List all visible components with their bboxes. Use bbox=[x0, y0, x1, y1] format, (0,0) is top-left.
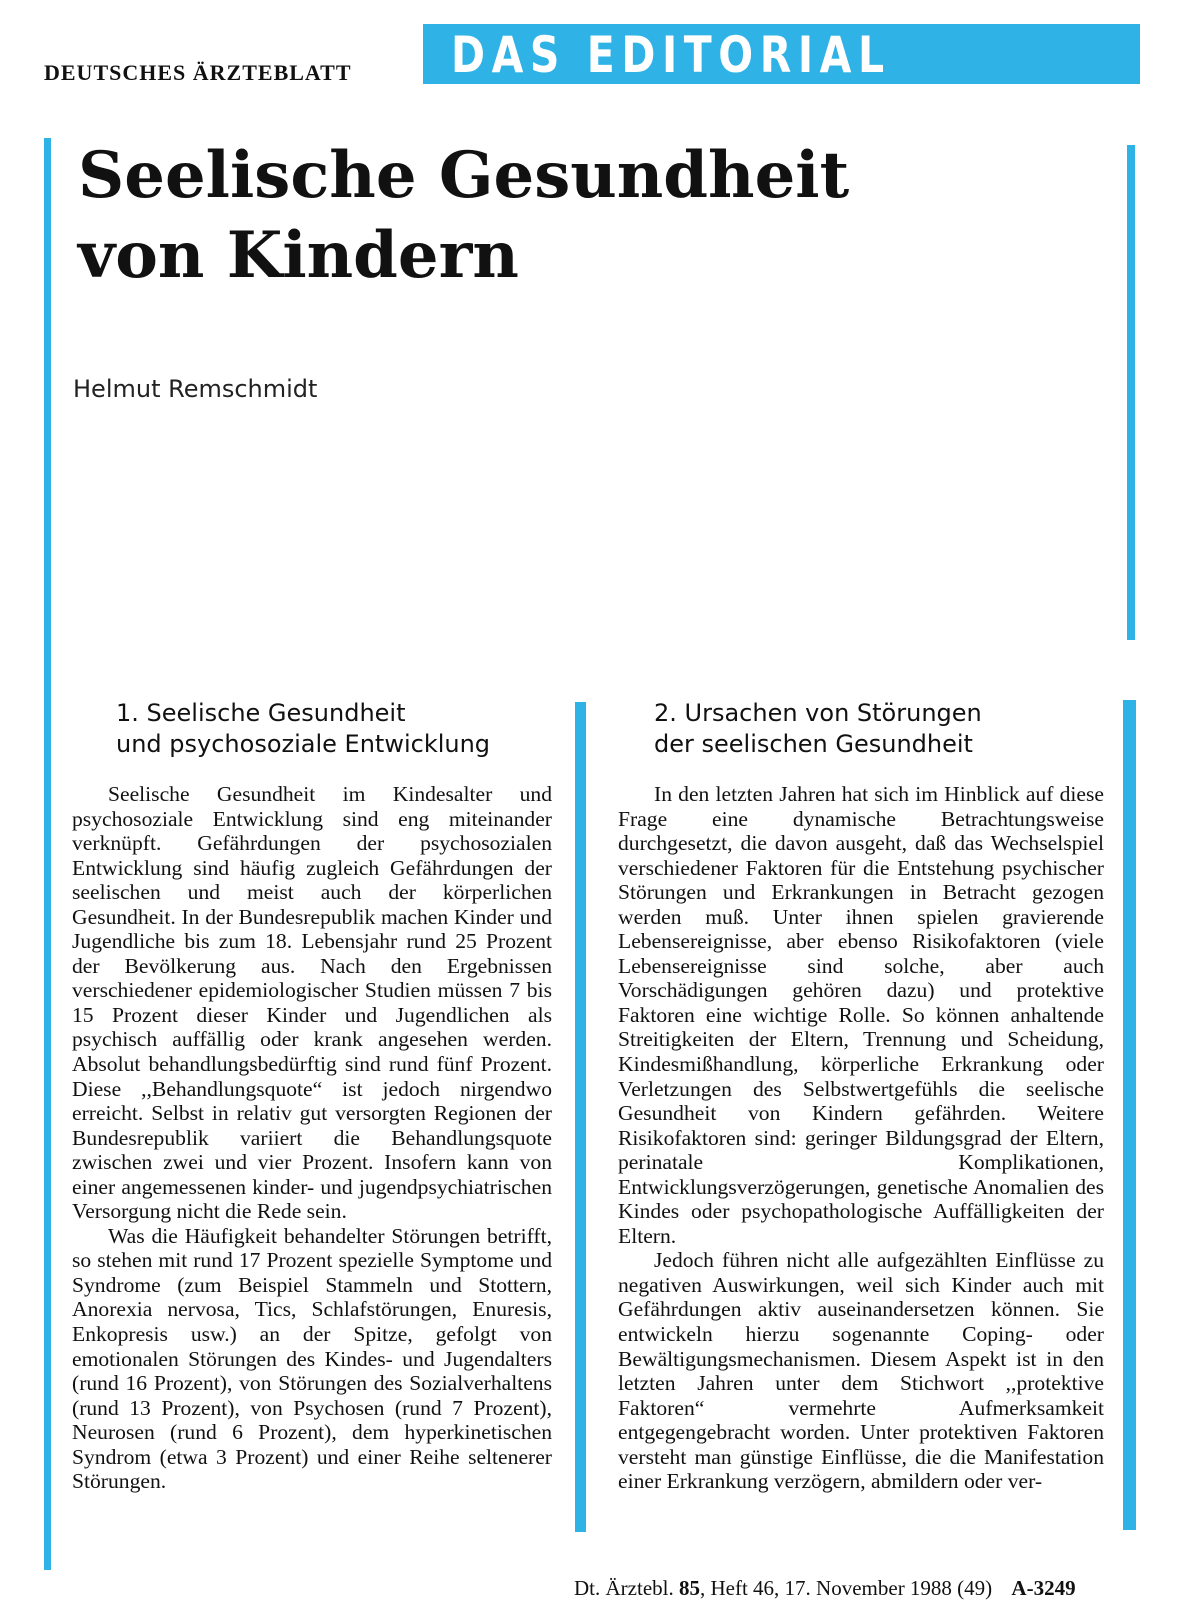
section-heading-2 bbox=[618, 698, 1104, 760]
column-left bbox=[72, 698, 552, 1494]
page-number: A-3249 bbox=[1011, 1576, 1076, 1600]
page-footer bbox=[574, 1576, 1134, 1601]
citation-details: , Heft 46, 17. November 1988 (49) bbox=[699, 1576, 993, 1600]
right-accent-bar-top bbox=[1127, 145, 1135, 640]
column-divider-bar bbox=[575, 702, 586, 1532]
journal-name: DEUTSCHES ÄRZTEBLATT bbox=[44, 60, 352, 85]
citation-prefix: Dt. Ärztebl. bbox=[574, 1576, 674, 1600]
left-accent-bar bbox=[44, 138, 51, 1570]
heading-line-1: 2. Ursachen von Störungen bbox=[654, 699, 982, 727]
heading-line-1: 1. Seelische Gesundheit bbox=[116, 699, 406, 727]
paragraph: Jedoch führen nicht alle aufgezählten Einflüsse zu negativen Auswirkungen, weil sich Kinder auch mit Gefährdungen aktiv auseinandersetzen können. Sie entwickeln hierzu sogenannte Coping- oder Bewältigungsmechanismen. Diesem Aspekt ist in den letzten Jahren unter dem Stichwort ,,protektive Faktoren“ vermehrte Aufmerksamkeit entgegengebracht worden. Unter protektiven Faktoren versteht man günstige Einflüsse, die die Manifestation einer Erkrankung verzögern, abmildern oder ver- bbox=[618, 1248, 1104, 1494]
section-heading-1 bbox=[72, 698, 552, 760]
article-author: Helmut Remschmidt bbox=[73, 375, 318, 403]
paragraph: Was die Häufigkeit behandelter Störungen betrifft, so stehen mit rund 17 Prozent spezielle Symptome und Syndrome (zum Beispiel Stammeln und Stottern, Anorexia nervosa, Tics, Schlafstörungen, Enuresis, Enkopresis usw.) an der Spitze, gefolgt von emotionalen Störungen des Kindes- und Jugendalters (rund 16 Prozent), von Störungen des Sozialverhaltens (rund 13 Prozent), von Psychosen (rund 7 Prozent), Neurosen (rund 6 Prozent), dem hyperkinetischen Syndrom (etwa 3 Prozent) und einer Reihe seltenerer Störungen. bbox=[72, 1223, 552, 1494]
section-banner bbox=[423, 24, 1140, 84]
paragraph: In den letzten Jahren hat sich im Hinblick auf diese Frage eine dynamische Betrachtungsweise durchgesetzt, die davon ausgeht, daß das Wechselspiel verschiedener Faktoren für die Entstehung psychischer Störungen und Erkrankungen in Betracht gezogen werden muß. Unter ihnen spielen gravierende Lebensereignisse, aber ebenso Risikofaktoren (viele Lebensereignisse sind solche, aber auch Vorschädigungen gehören dazu) und protektive Faktoren eine wichtige Rolle. So können anhaltende Streitigkeiten der Eltern, Trennung und Scheidung, Kindesmißhandlung, körperliche Erkrankung oder Verletzungen des Selbstwertgefühls die seelische Gesundheit von Kindern gefährden. Weitere Risikofaktoren sind: geringer Bildungsgrad der Eltern, perinatale Komplikationen, Entwicklungsverzögerungen, genetische Anomalien des Kindes oder psychopathologische Auffälligkeiten der Eltern. bbox=[618, 782, 1104, 1248]
section-label: DAS EDITORIAL bbox=[451, 26, 891, 84]
heading-line-2: und psychosoziale Entwicklung bbox=[116, 730, 491, 758]
heading-line-2: der seelischen Gesundheit bbox=[654, 730, 973, 758]
citation-volume: 85 bbox=[678, 1576, 700, 1600]
column-right bbox=[618, 698, 1104, 1494]
right-accent-bar-bottom bbox=[1123, 700, 1136, 1530]
article-title bbox=[78, 136, 1078, 296]
title-line-1: Seelische Gesundheit bbox=[78, 138, 850, 213]
paragraph: Seelische Gesundheit im Kindesalter und psychosoziale Entwicklung sind eng miteinander verknüpft. Gefährdungen der psychosozialen Entwicklung sind häufig zugleich Gefährdungen der seelischen und meist auch der körperlichen Gesundheit. In der Bundesrepublik machen Kinder und Jugendliche bis zum 18. Lebensjahr rund 25 Prozent der Bevölkerung aus. Nach den Ergebnissen verschiedener epidemiologischer Studien müssen 7 bis 15 Prozent dieser Kinder und Jugendlichen als psychisch auffällig oder krank angesehen werden. Absolut behandlungsbedürftig sind rund fünf Prozent. Diese ,,Behandlungsquote“ ist jedoch nirgendwo erreicht. Selbst in relativ gut versorgten Regionen der Bundesrepublik variiert die Behandlungsquote zwischen zwei und vier Prozent. Insofern kann von einer angemessenen kinder- und jugendpsychiatrischen Versorgung nicht die Rede sein. bbox=[72, 782, 552, 1224]
title-line-2: von Kindern bbox=[78, 218, 519, 293]
